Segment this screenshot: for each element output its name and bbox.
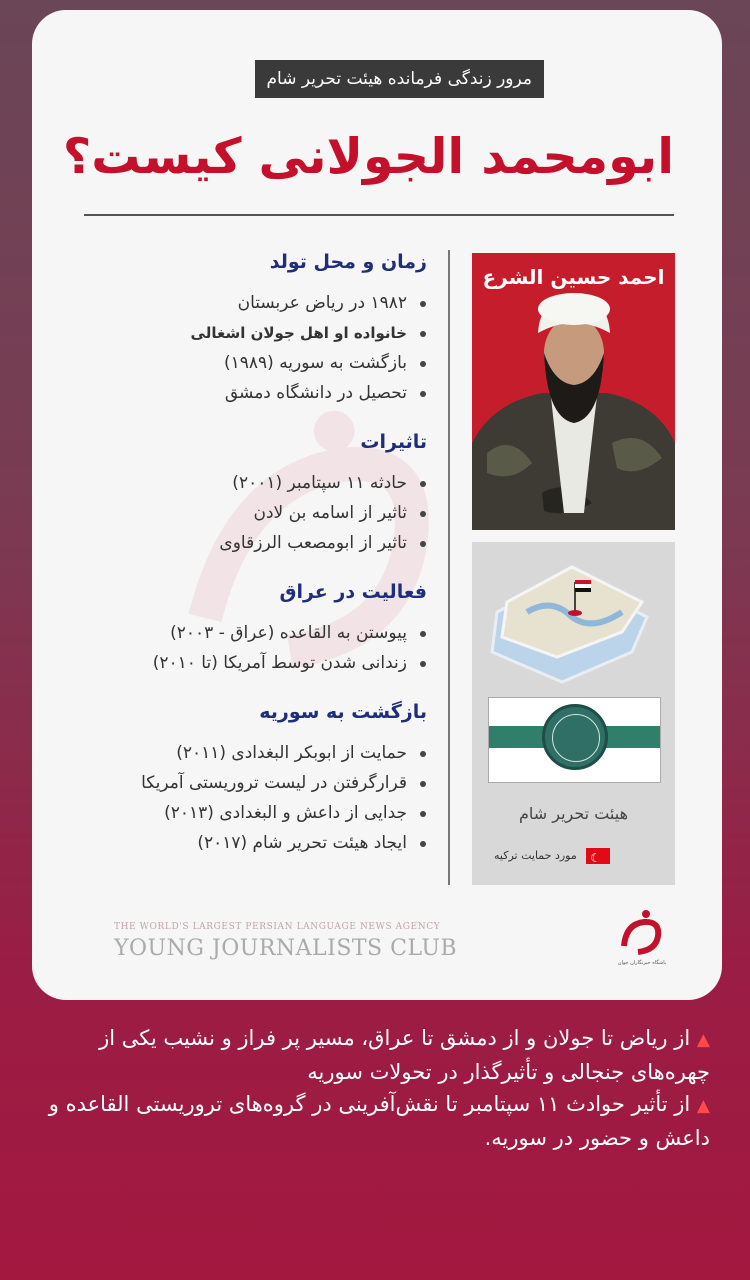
column-divider xyxy=(448,250,450,885)
flag-emblem-ring xyxy=(552,714,600,762)
footer-branding xyxy=(114,922,494,961)
red-triangle-icon: ▲ xyxy=(696,1096,710,1116)
section-title-return-syria: بازگشت به سوریه xyxy=(259,701,427,723)
hts-name: هیئت تحریر شام xyxy=(518,804,629,823)
list-item: زندانی شدن توسط آمریکا (تا ۲۰۱۰) xyxy=(162,648,407,678)
list-item: تاثیر از ابومصعب الرزقاوی xyxy=(162,528,407,558)
list-item: ایجاد هیئت تحریر شام (۲۰۱۷) xyxy=(162,828,407,858)
footer-tagline: THE WORLD'S LARGEST PERSIAN LANGUAGE NEWS AGENCY xyxy=(114,922,441,932)
section-title-birth: زمان و محل تولد xyxy=(269,251,427,273)
list-return-syria xyxy=(141,738,427,858)
list-item: تحصیل در دانشگاه دمشق xyxy=(162,378,407,408)
timeline-content xyxy=(141,242,427,872)
list-item: خانواده او اهل جولان اشغالی xyxy=(162,318,407,348)
list-birth xyxy=(162,288,427,408)
list-item: پیوستن به القاعده (عراق - ۲۰۰۳) xyxy=(162,618,407,648)
list-item: حمایت از ابوبکر البغدادی (۲۰۱۱) xyxy=(162,738,407,768)
infographic-card xyxy=(32,10,722,1000)
list-item: ۱۹۸۲ در ریاض عربستان xyxy=(162,288,407,318)
caption-text-2: از تأثیر حوادث ۱۱ سپتامبر تا نقش‌آفرینی در گروه‌های تروریستی القاعده و داعش و حضور در سوریه. xyxy=(48,1092,710,1150)
footer-brand-name: YOUNG JOURNALISTS CLUB xyxy=(114,936,458,961)
turkey-flag-icon xyxy=(586,848,610,864)
support-note xyxy=(494,844,610,868)
caption-paragraph-2 xyxy=(40,1088,710,1154)
list-item: قرارگرفتن در لیست تروریستی آمریکا xyxy=(162,768,407,798)
section-title-iraq: فعالیت در عراق xyxy=(279,581,427,603)
hts-panel xyxy=(472,542,675,885)
list-influences xyxy=(162,468,427,558)
map-icon xyxy=(472,542,675,692)
list-item: بازگشت به سوریه (۱۹۸۹) xyxy=(162,348,407,378)
subtitle-bar: مرور زندگی فرمانده هیئت تحریر شام xyxy=(255,60,544,98)
caption-text-1: از ریاض تا جولان و از دمشق تا عراق، مسیر پر فراز و نشیب یکی از چهره‌های جنجالی و تأثیرگذار در تحولات سوریه xyxy=(99,1026,710,1084)
list-item: حادثه ۱۱ سپتامبر (۲۰۰۱) xyxy=(162,468,407,498)
portrait-image xyxy=(472,253,675,530)
list-item: جدایی از داعش و البغدادی (۲۰۱۳) xyxy=(162,798,407,828)
list-item: ثاثیر از اسامه بن لادن xyxy=(162,498,407,528)
main-title: ابومحمد الجولانی کیست؟ xyxy=(62,128,674,185)
red-triangle-icon: ▲ xyxy=(696,1030,710,1050)
logo-text: باشگاه خبرنگاران جوان xyxy=(617,960,667,966)
section-title-influences: تاثیرات xyxy=(360,431,427,453)
yjc-logo xyxy=(612,906,672,968)
list-iraq xyxy=(152,618,427,678)
hts-flag xyxy=(488,697,661,783)
portrait-panel xyxy=(472,253,675,530)
post-caption xyxy=(40,1022,710,1154)
portrait-caption: احمد حسین الشرع xyxy=(482,265,665,289)
title-divider xyxy=(84,214,674,216)
caption-paragraph-1 xyxy=(40,1022,710,1088)
flag-emblem xyxy=(542,704,608,770)
support-label: مورد حمایت ترکیه xyxy=(494,849,577,862)
